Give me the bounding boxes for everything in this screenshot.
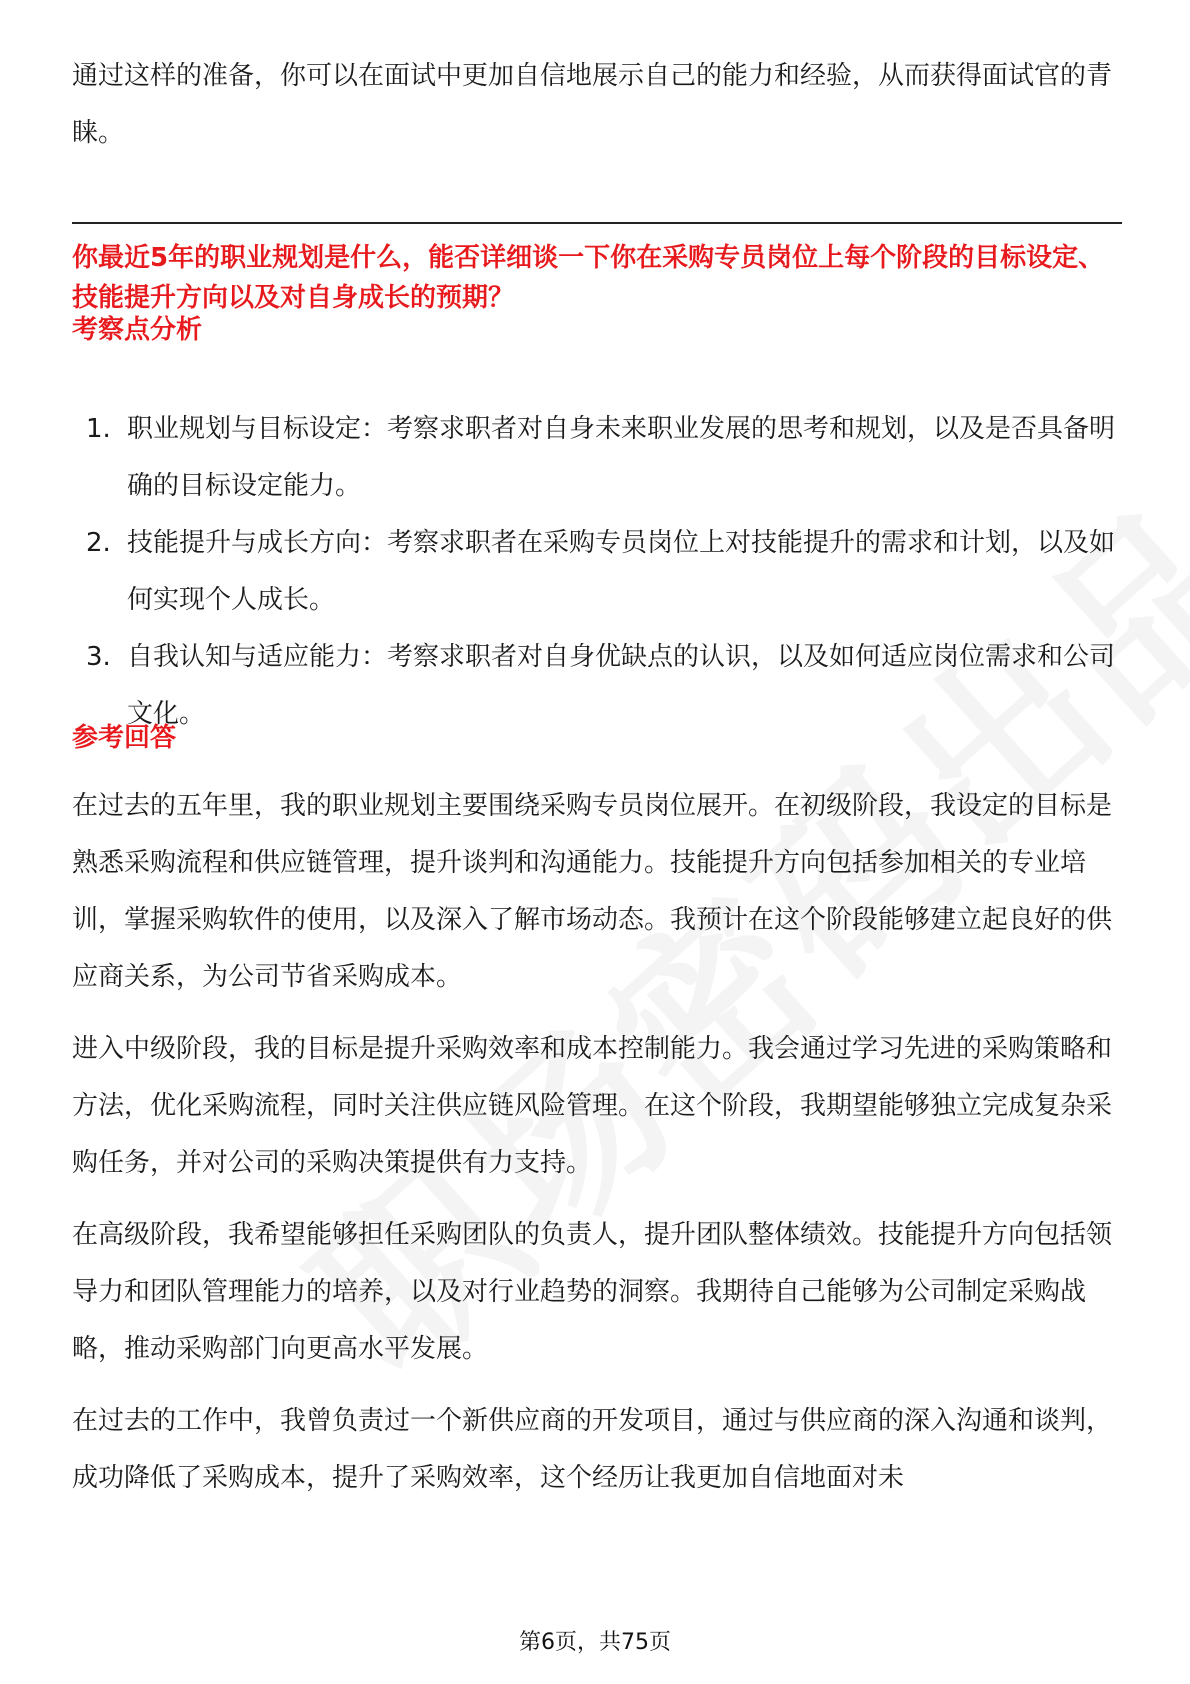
list-item <box>72 629 1122 743</box>
answer-title: 参考回答 <box>72 723 177 753</box>
answer-paragraph-2: 进入中级阶段，我的目标是提升采购效率和成本控制能力。我会通过学习先进的采购策略和方法，优化采购流程，同时关注供应链风险管理。在这个阶段，我期望能够独立完成复杂采购任务，并对公司的采购决策提供有力支持。 <box>72 1034 1113 1178</box>
list-item-text: 职业规划与目标设定：考察求职者对自身未来职业发展的思考和规划，以及是否具备明确的目标设定能力。 <box>127 414 1116 501</box>
page-number: 第6页，共75页 <box>519 1630 671 1655</box>
section-divider <box>72 222 1122 224</box>
list-item <box>72 401 1122 515</box>
list-item-number: 2. <box>86 528 111 558</box>
list-item-number: 1. <box>86 414 111 444</box>
list-item <box>72 515 1122 629</box>
list-item-number: 3. <box>86 642 111 672</box>
list-item-text: 自我认知与适应能力：考察求职者对自身优缺点的认识，以及如何适应岗位需求和公司文化。 <box>127 642 1116 729</box>
analysis-list <box>72 401 1122 743</box>
intro-paragraph: 通过这样的准备，你可以在面试中更加自信地展示自己的能力和经验，从而获得面试官的青睐。 <box>72 61 1113 148</box>
answer-paragraph-4: 在过去的工作中，我曾负责过一个新供应商的开发项目，通过与供应商的深入沟通和谈判，成功降低了采购成本，提升了采购效率，这个经历让我更加自信地面对未 <box>72 1406 1113 1493</box>
question-heading: 你最近5年的职业规划是什么，能否详细谈一下你在采购专员岗位上每个阶段的目标设定、技能提升方向以及对自身成长的预期？ <box>72 243 1105 313</box>
answer-paragraph-1: 在过去的五年里，我的职业规划主要围绕采购专员岗位展开。在初级阶段，我设定的目标是熟悉采购流程和供应链管理，提升谈判和沟通能力。技能提升方向包括参加相关的专业培训，掌握采购软件的使用，以及深入了解市场动态。我预计在这个阶段能够建立起良好的供应商关系，为公司节省采购成本。 <box>72 791 1113 992</box>
answer-paragraph-3: 在高级阶段，我希望能够担任采购团队的负责人，提升团队整体绩效。技能提升方向包括领导力和团队管理能力的培养，以及对行业趋势的洞察。我期待自己能够为公司制定采购战略，推动采购部门向更高水平发展。 <box>72 1220 1113 1364</box>
list-item-text: 技能提升与成长方向：考察求职者在采购专员岗位上对技能提升的需求和计划，以及如何实现个人成长。 <box>127 528 1116 615</box>
analysis-title: 考察点分析 <box>72 315 203 345</box>
